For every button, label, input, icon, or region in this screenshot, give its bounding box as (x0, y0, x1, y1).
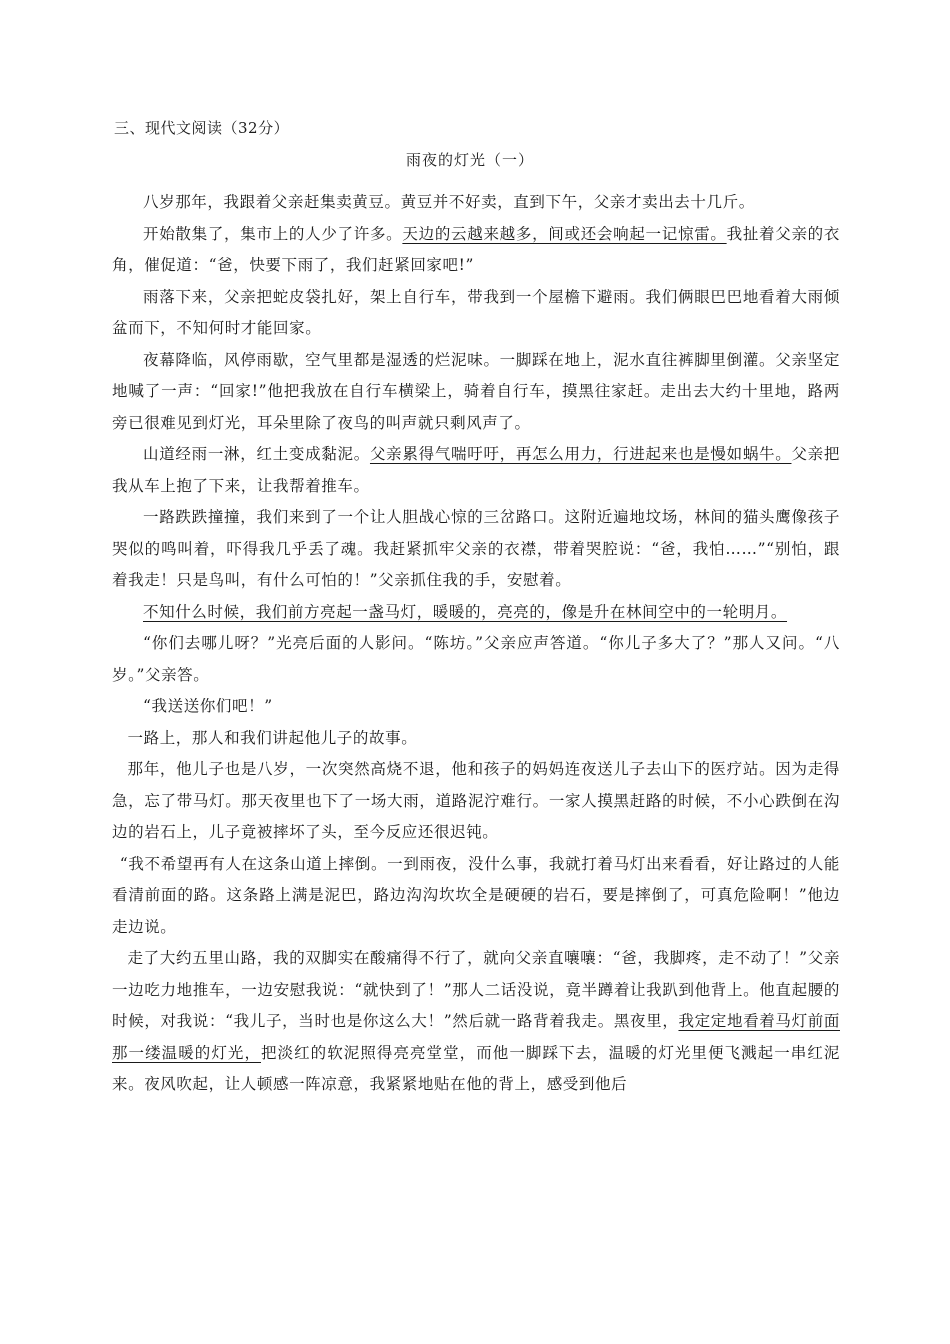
underlined-sentence-2: 父亲累得气喘吁吁，再怎么用力，行进起来也是慢如蜗牛。 (369, 445, 792, 463)
paragraph-2-text-c: 我扯着父亲的衣角，催促道：“爸，快要下雨了，我们赶紧回家吧!” (112, 224, 840, 274)
paragraph-3: 雨落下来，父亲把蛇皮袋扎好，架上自行车，带我到一个屋檐下避雨。我们俩眼巴巴地看着大雨倾盆而下，不知何时才能回家。 (112, 287, 840, 337)
underlined-sentence-1: 天边的云越来越多，间或还会响起一记惊雷。 (402, 224, 727, 243)
paragraph-13-text-a: 走了大约五里山路，我的双脚实在酸痛得不行了，就向父亲直嚷嚷：“爸，我脚疼，走不动了！”父亲一边吃力地推车，一边安慰我说：“就快到了！”那人二话没说，竟半蹲着让我趴到他背上。他直起腰的时候，对我说：“我儿子，当时也是你这么大！”然后就一路背着我走。黑夜里， (112, 949, 840, 1030)
paragraph-5 (112, 439, 840, 502)
paragraph-2 (112, 219, 840, 282)
paragraph-4: 夜幕降临，风停雨歇，空气里都是湿透的烂泥味。一脚踩在地上，泥水直往裤脚里倒灌。父亲坚定地喊了一声：“回家!”他把我放在自行车横梁上，骑着自行车，摸黑往家赶。走出去大约十里地，路两旁已很难见到灯光，耳朵里除了夜鸟的叫声就只剩风声了。 (112, 350, 840, 432)
paragraph-5-text-c: 父亲把我从车上抱了下来，让我帮着推车。 (112, 445, 840, 495)
paragraph-6: 一路跌跌撞撞，我们来到了一个让人胆战心惊的三岔路口。这附近遍地坟场，林间的猫头鹰像孩子哭似的鸣叫着，吓得我几乎丢了魂。我赶紧抓牢父亲的衣襟，带着哭腔说：“爸，我怕……”“别怕，跟着我走！只是鸟叫，有什么可怕的！”父亲抓住我的手，安慰着。 (112, 508, 840, 589)
paragraph-13 (112, 943, 840, 1101)
paragraph-8: “你们去哪儿呀？”光亮后面的人影问。“陈坊。”父亲应声答道。“你儿子多大了？”那人又问。“八岁。”父亲答。 (112, 634, 840, 684)
paragraph-11: 那年，他儿子也是八岁，一次突然高烧不退，他和孩子的妈妈连夜送儿子去山下的医疗站。因为走得急，忘了带马灯。那天夜里也下了一场大雨，道路泥泞难行。一家人摸黑赶路的时候，不小心跌倒在沟边的岩石上，儿子竟被摔坏了头，至今反应还很迟钝。 (112, 760, 840, 841)
paragraph-2-text-a: 开始散集了，集市上的人少了许多。 (143, 224, 403, 243)
paragraph-7 (112, 597, 840, 629)
underlined-sentence-4: 我定定地看着马灯前面那一缕温暖的灯光， (112, 1012, 840, 1062)
paragraph-5-text-a: 山道经雨一淋，红土变成黏泥。 (143, 445, 370, 463)
paragraph-12: “我不希望再有人在这条山道上摔倒。一到雨夜，没什么事，我就打着马灯出来看看，好让路过的人能看清前面的路。这条路上满是泥巴，路边沟沟坎坎全是硬硬的岩石，要是摔倒了，可真危险啊！”他边走边说。 (112, 854, 840, 936)
article-body (112, 187, 840, 1101)
paragraph-10: 一路上，那人和我们讲起他儿子的故事。 (127, 728, 418, 747)
article-title: 雨夜的灯光（一） (405, 151, 534, 169)
paragraph-1: 八岁那年，我跟着父亲赶集卖黄豆。黄豆并不好卖，直到下午，父亲才卖出去十几斤。 (143, 193, 755, 211)
section-heading: 三、现代文阅读（32分） (114, 119, 290, 137)
underlined-sentence-3: 不知什么时候，我们前方亮起一盏马灯，暖暖的，亮亮的，像是升在林间空中的一轮明月。 (143, 602, 788, 621)
paragraph-9: “我送送你们吧！” (143, 697, 273, 715)
paragraph-13-text-c: 把淡红的软泥照得亮亮堂堂，而他一脚踩下去，温暖的灯光里便飞溅起一串红泥来。夜风吹起，让人顿感一阵凉意，我紧紧地贴在他的背上，感受到他后 (112, 1043, 840, 1093)
